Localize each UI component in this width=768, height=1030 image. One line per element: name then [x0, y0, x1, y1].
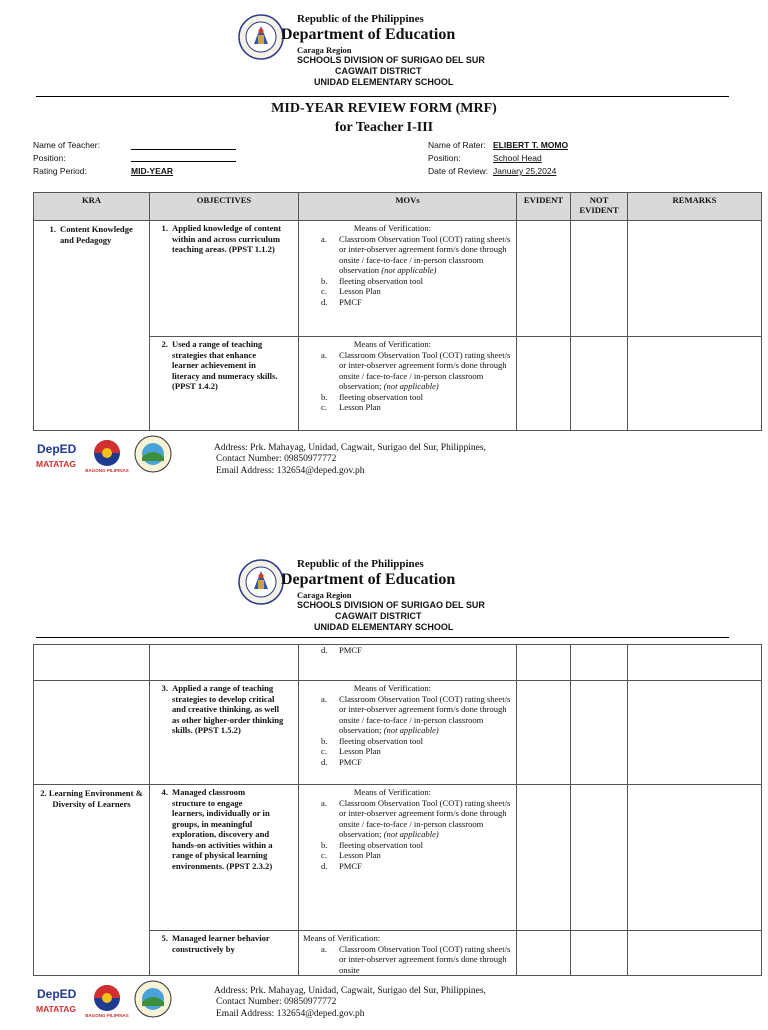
evident-cell[interactable] [517, 221, 571, 337]
footer [0, 980, 768, 1030]
footer-address: Address: Prk. Mahayag, Unidad, Cagwait, Surigao del Sur, Philippines, [214, 986, 486, 996]
svg-text:BAGONG PILIPINAS: BAGONG PILIPINAS [85, 1013, 129, 1018]
svg-text:MATATAG: MATATAG [36, 459, 76, 469]
mov-cell: d. PMCF [299, 645, 517, 681]
objective-cell: 1. Applied knowledge of content within and across curriculum teaching areas. (PPST 1.1.2) [150, 221, 299, 337]
school-seal-logo-icon [134, 435, 172, 473]
evident-cell[interactable] [517, 785, 571, 931]
not-evident-cell[interactable] [571, 785, 628, 931]
footer-contact: Contact Number: 09850977772 [216, 454, 337, 464]
position-label: Position: [33, 153, 66, 163]
evident-cell[interactable] [517, 681, 571, 785]
footer-email: Email Address: 132654@deped.gov.ph [216, 1009, 365, 1019]
review-date-value: January 25,2024 [493, 166, 557, 176]
bagong-pilipinas-logo-icon [84, 438, 130, 474]
svg-text:DepED: DepED [37, 442, 77, 456]
objective-cell: 5. Managed learner behavior constructively by [150, 931, 299, 976]
objective-cell: 2. Used a range of teaching strategies that enhance learner achievement in literacy and numeracy skills. (PPST 1.4.2) [150, 337, 299, 431]
table-row [34, 221, 762, 337]
footer-email: Email Address: 132654@deped.gov.ph [216, 466, 365, 476]
rater-value: ELIBERT T. MOMO [493, 140, 569, 150]
department-text: Department of Education [281, 571, 456, 588]
footer [0, 435, 768, 485]
mrf-table [33, 192, 762, 431]
period-value: MID-YEAR [131, 166, 174, 176]
evident-cell[interactable] [517, 645, 571, 681]
bagong-pilipinas-logo-icon [84, 983, 130, 1019]
header-rule [36, 96, 729, 97]
table-row [34, 645, 762, 681]
col-kra: KRA [34, 193, 150, 221]
col-not-evident: NOT EVIDENT [571, 193, 628, 221]
not-evident-cell[interactable] [571, 221, 628, 337]
form-title: MID-YEAR REVIEW FORM (MRF) [271, 101, 497, 116]
letterhead [0, 545, 768, 640]
footer-contact: Contact Number: 09850977772 [216, 997, 337, 1007]
footer-address: Address: Prk. Mahayag, Unidad, Cagwait, Surigao del Sur, Philippines, [214, 443, 486, 453]
objective-cell: 3. Applied a range of teaching strategies to develop critical and creative thinking, as well as other higher-order thinking skills. (PPST 1.5.2) [150, 681, 299, 785]
remarks-cell[interactable] [628, 931, 762, 976]
objective-cell: 4. Managed classroom structure to engage learners, individually or in groups, in meaningful exploration, discovery and hands-on activities within a range of physical learning environments. (PPST 2.3.2) [150, 785, 299, 931]
period-label: Rating Period: [33, 166, 87, 176]
division-text: SCHOOLS DIVISION OF SURIGAO DEL SUR [297, 600, 485, 610]
rater-position-label: Position: [428, 153, 461, 163]
school-text: UNIDAD ELEMENTARY SCHOOL [314, 622, 454, 632]
district-text: CAGWAIT DISTRICT [335, 611, 422, 621]
kra-cell: 2. Learning Environment & Diversity of Learners [34, 785, 150, 976]
page-1 [0, 0, 768, 500]
not-evident-cell[interactable] [571, 645, 628, 681]
position-field[interactable] [131, 152, 236, 162]
evident-cell[interactable] [517, 337, 571, 431]
objective-cell [150, 645, 299, 681]
page-2 [0, 545, 768, 1024]
not-evident-cell[interactable] [571, 337, 628, 431]
col-objectives: OBJECTIVES [150, 193, 299, 221]
svg-text:MATATAG: MATATAG [36, 1004, 76, 1014]
remarks-cell[interactable] [628, 337, 762, 431]
mov-cell: Means of Verification: a. Classroom Observation Tool (COT) rating sheet/s or inter-observer agreement form/s done through onsite / face-to-face / in-person classroom observation; (not applicable) b. fleeting observation tool c. Lesson Plan d. PMCF [299, 785, 517, 931]
rater-label: Name of Rater: [428, 140, 486, 150]
table-header-row [34, 193, 762, 221]
mov-cell: Means of Verification: a. Classroom Observation Tool (COT) rating sheet/s or inter-observer agreement form/s done through onsite / face-to-face / in-person classroom observation (not applicable) b. fleeting observation tool c. Lesson Plan d. PMCF [299, 221, 517, 337]
republic-text: Republic of the Philippines [297, 13, 424, 25]
not-evident-cell[interactable] [571, 681, 628, 785]
col-movs: MOVs [299, 193, 517, 221]
remarks-cell[interactable] [628, 785, 762, 931]
school-seal-logo-icon [134, 980, 172, 1018]
remarks-cell[interactable] [628, 221, 762, 337]
mov-cell: Means of Verification: a. Classroom Observation Tool (COT) rating sheet/s or inter-observer agreement form/s done through onsite [299, 931, 517, 976]
letterhead [0, 0, 768, 95]
deped-seal-icon [238, 14, 284, 60]
table-row [34, 785, 762, 931]
republic-text: Republic of the Philippines [297, 558, 424, 570]
kra-cell: 1. Content Knowledge and Pedagogy [34, 221, 150, 431]
district-text: CAGWAIT DISTRICT [335, 66, 422, 76]
deped-matatag-logo-icon [36, 440, 78, 472]
deped-matatag-logo-icon [36, 985, 78, 1017]
review-date-label: Date of Review: [428, 166, 488, 176]
mrf-table-continued [33, 644, 762, 976]
evident-cell[interactable] [517, 931, 571, 976]
table-row [34, 681, 762, 785]
rater-position-value: School Head [493, 153, 542, 163]
region-text: Caraga Region [297, 45, 352, 55]
mov-cell: Means of Verification: a. Classroom Observation Tool (COT) rating sheet/s or inter-observer agreement form/s done through onsite / face-to-face / in-person classroom observation; (not applicable) b. fleeting observation tool c. Lesson Plan [299, 337, 517, 431]
col-remarks: REMARKS [628, 193, 762, 221]
remarks-cell[interactable] [628, 681, 762, 785]
teacher-field[interactable] [131, 140, 236, 150]
department-text: Department of Education [281, 26, 456, 43]
division-text: SCHOOLS DIVISION OF SURIGAO DEL SUR [297, 55, 485, 65]
form-subtitle: for Teacher I-III [334, 120, 434, 135]
svg-text:BAGONG PILIPINAS: BAGONG PILIPINAS [85, 468, 129, 473]
svg-text:DepED: DepED [37, 987, 77, 1001]
kra-cell [34, 681, 150, 785]
header-rule [36, 637, 729, 638]
teacher-label: Name of Teacher: [33, 140, 100, 150]
col-evident: EVIDENT [517, 193, 571, 221]
kra-cell [34, 645, 150, 681]
deped-seal-icon [238, 559, 284, 605]
not-evident-cell[interactable] [571, 931, 628, 976]
region-text: Caraga Region [297, 590, 352, 600]
school-text: UNIDAD ELEMENTARY SCHOOL [314, 77, 454, 87]
remarks-cell[interactable] [628, 645, 762, 681]
mov-cell: Means of Verification: a. Classroom Observation Tool (COT) rating sheet/s or inter-observer agreement form/s done through onsite / face-to-face / in-person classroom observation; (not applicable) b. fleeting observation tool c. Lesson Plan d. PMCF [299, 681, 517, 785]
